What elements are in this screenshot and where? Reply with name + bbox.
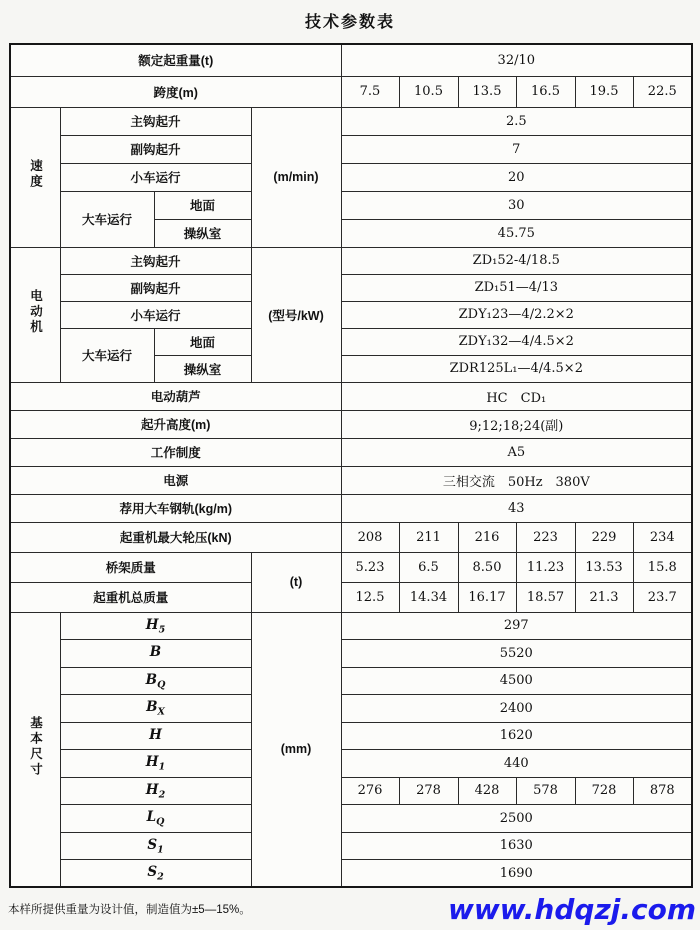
group-label-motor	[10, 247, 60, 382]
dim-symbol: B	[145, 671, 158, 688]
row-label: 小车运行	[60, 163, 251, 191]
row-value: ZDY₁23—4/2.2×2	[341, 301, 692, 328]
row-value: 32/10	[341, 44, 692, 76]
table-row	[10, 163, 692, 191]
dim-value: 728	[575, 777, 633, 805]
row-label: 操纵室	[154, 219, 251, 247]
mass-value: 14.34	[399, 582, 458, 612]
row-value: 1630	[341, 832, 692, 860]
row-label: 起升高度(m)	[10, 410, 341, 438]
table-row	[10, 612, 692, 640]
table-row	[10, 860, 692, 888]
dim-subscript: X	[157, 707, 165, 719]
row-label: 电动葫芦	[10, 382, 341, 410]
table-row	[10, 135, 692, 163]
mass-value: 21.3	[575, 582, 633, 612]
row-value: ZD₁51—4/13	[341, 274, 692, 301]
wheel-pressure-value: 216	[458, 522, 516, 552]
watermark-url: www.hdqzj.com	[447, 893, 696, 926]
row-value: 43	[341, 494, 692, 522]
dim-value: 878	[633, 777, 692, 805]
row-label: 副钩起升	[60, 135, 251, 163]
group-label-text: 电动机	[28, 288, 43, 336]
page-title: 技术参数表	[304, 14, 395, 31]
dim-value: 428	[458, 777, 516, 805]
table-row	[10, 466, 692, 494]
row-label: 主钩起升	[60, 247, 251, 274]
mass-value: 6.5	[399, 552, 458, 582]
mass-value: 16.17	[458, 582, 516, 612]
dim-label	[60, 805, 251, 833]
dim-label	[60, 750, 251, 778]
span-value: 19.5	[575, 76, 633, 107]
unit-label: (型号/kW)	[251, 247, 341, 382]
row-value: 2500	[341, 805, 692, 833]
dim-subscript: 2	[157, 871, 164, 883]
row-value: 2400	[341, 695, 692, 723]
mass-value: 13.53	[575, 552, 633, 582]
row-label: 副钩起升	[60, 274, 251, 301]
wheel-pressure-value: 223	[516, 522, 575, 552]
dim-label	[60, 667, 251, 695]
dim-subscript: Q	[156, 817, 165, 829]
table-row	[10, 191, 692, 219]
table-row	[10, 76, 692, 107]
table-row	[10, 832, 692, 860]
row-value: 297	[341, 612, 692, 640]
table-row	[10, 382, 692, 410]
dim-symbol: L	[146, 809, 157, 826]
dim-symbol: S	[147, 836, 158, 853]
row-value: 9;12;18;24(副)	[341, 410, 692, 438]
dim-symbol: H	[145, 781, 159, 798]
wheel-pressure-value: 229	[575, 522, 633, 552]
unit-label: (m/min)	[251, 107, 341, 247]
mass-value: 18.57	[516, 582, 575, 612]
dim-symbol: H	[145, 616, 159, 633]
table-row	[10, 247, 692, 274]
group-label-text: 基本尺寸	[28, 715, 43, 778]
dim-subscript: 1	[157, 844, 164, 856]
group-label-speed	[10, 107, 60, 247]
table-row	[10, 640, 692, 668]
dim-value: 578	[516, 777, 575, 805]
row-value: 30	[341, 191, 692, 219]
cart-travel-label: 大车运行	[60, 191, 154, 247]
dim-label	[60, 640, 251, 668]
row-label: 桥架质量	[10, 552, 251, 582]
cart-travel-label: 大车运行	[60, 328, 154, 382]
group-label-dimensions	[10, 612, 60, 887]
table-row	[10, 522, 692, 552]
dim-label	[60, 695, 251, 723]
row-label: 主钩起升	[60, 107, 251, 135]
unit-label: (mm)	[251, 612, 341, 887]
table-row	[10, 438, 692, 466]
row-value: 1690	[341, 860, 692, 888]
dim-symbol: H	[145, 754, 159, 771]
row-label: 地面	[154, 191, 251, 219]
span-value: 10.5	[399, 76, 458, 107]
table-row	[10, 301, 692, 328]
wheel-pressure-value: 208	[341, 522, 399, 552]
row-label: 地面	[154, 328, 251, 355]
mass-value: 15.8	[633, 552, 692, 582]
dim-value: 278	[399, 777, 458, 805]
dim-subscript: Q	[157, 679, 166, 691]
table-row	[10, 44, 692, 76]
dim-subscript: 1	[158, 762, 166, 774]
dim-symbol: H	[149, 726, 162, 743]
span-value: 22.5	[633, 76, 692, 107]
dim-symbol: B	[146, 699, 158, 716]
mass-value: 8.50	[458, 552, 516, 582]
mass-value: 23.7	[633, 582, 692, 612]
table-row	[10, 552, 692, 582]
spec-table	[9, 43, 693, 888]
table-row	[10, 750, 692, 778]
span-value: 13.5	[458, 76, 516, 107]
dim-subscript: 2	[158, 789, 166, 801]
table-row	[10, 274, 692, 301]
row-value: 440	[341, 750, 692, 778]
span-value: 7.5	[341, 76, 399, 107]
row-value: ZD₁52-4/18.5	[341, 247, 692, 274]
table-row	[10, 410, 692, 438]
dim-label	[60, 777, 251, 805]
row-value: 7	[341, 135, 692, 163]
wheel-pressure-value: 234	[633, 522, 692, 552]
row-value: 45.75	[341, 219, 692, 247]
table-row	[10, 722, 692, 750]
table-row	[10, 695, 692, 723]
mass-value: 5.23	[341, 552, 399, 582]
row-label: 额定起重量(t)	[10, 44, 341, 76]
row-label: 小车运行	[60, 301, 251, 328]
row-label: 荐用大车钢轨(kg/m)	[10, 494, 341, 522]
table-row	[10, 107, 692, 135]
row-value: 20	[341, 163, 692, 191]
group-label-text: 速度	[28, 159, 43, 190]
row-label: 操纵室	[154, 355, 251, 382]
row-value: ZDY₁32—4/4.5×2	[341, 328, 692, 355]
wheel-pressure-value: 211	[399, 522, 458, 552]
row-label: 起重机最大轮压(kN)	[10, 522, 341, 552]
dim-label	[60, 832, 251, 860]
dim-symbol: S	[147, 864, 158, 881]
dim-value: 276	[341, 777, 399, 805]
row-value: A5	[341, 438, 692, 466]
row-value: 1620	[341, 722, 692, 750]
table-row	[10, 494, 692, 522]
row-value: ZDR125L₁—4/4.5×2	[341, 355, 692, 382]
table-row	[10, 582, 692, 612]
dim-subscript: 5	[158, 624, 166, 636]
row-value: 2.5	[341, 107, 692, 135]
dim-label	[60, 722, 251, 750]
mass-value: 12.5	[341, 582, 399, 612]
unit-label: (t)	[251, 552, 341, 612]
table-row	[10, 328, 692, 355]
dim-symbol: B	[149, 644, 162, 661]
row-value: 5520	[341, 640, 692, 668]
table-row	[10, 667, 692, 695]
table-row	[10, 777, 692, 805]
row-value: 4500	[341, 667, 692, 695]
table-row	[10, 805, 692, 833]
row-label: 工作制度	[10, 438, 341, 466]
row-label: 电源	[10, 466, 341, 494]
dim-label	[60, 612, 251, 640]
row-value: 三相交流 50Hz 380V	[341, 466, 692, 494]
mass-value: 11.23	[516, 552, 575, 582]
footer-note: 本样所提供重量为设计值，制造值为±5—15%。	[8, 904, 251, 916]
span-value: 16.5	[516, 76, 575, 107]
row-label: 跨度(m)	[10, 76, 341, 107]
row-label: 起重机总质量	[10, 582, 251, 612]
dim-label	[60, 860, 251, 888]
row-value: HC CD₁	[341, 382, 692, 410]
